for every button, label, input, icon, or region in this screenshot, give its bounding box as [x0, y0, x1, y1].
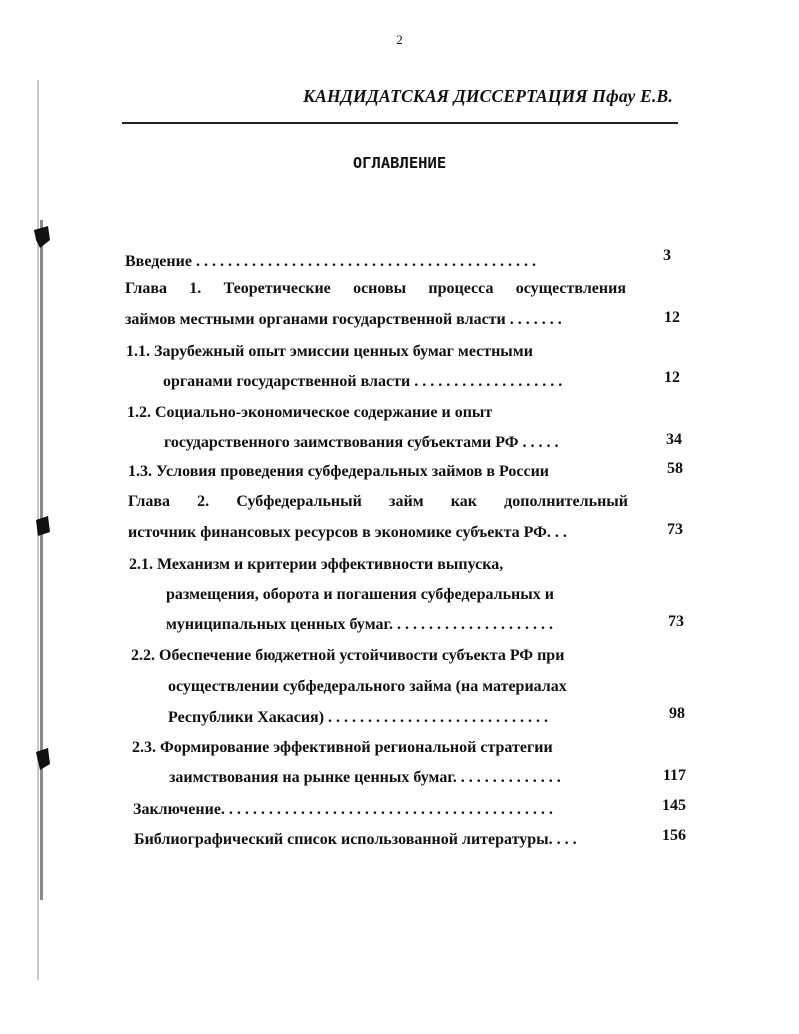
page-number: 2	[396, 32, 403, 47]
toc-entry-text: 2.3. Формирование эффективной региональной стратегии	[132, 739, 553, 756]
toc-entry-text: 1.1. Зарубежный опыт эмиссии ценных бумаг местными	[126, 343, 533, 360]
toc-entry-page: 73	[667, 521, 683, 538]
toc-entry-page: 12	[664, 309, 680, 326]
toc-entry-text: Библиографический список использованной литературы. . . .	[134, 831, 577, 848]
toc-entry-page: 117	[662, 767, 686, 784]
toc-entry-page: 98	[669, 705, 685, 722]
scan-edge-artifact	[28, 80, 50, 980]
toc-entry-page: 34	[666, 431, 682, 448]
toc-entry-text: 2.2. Обеспечение бюджетной устойчивости субъекта РФ при	[131, 647, 565, 664]
toc-entry-text: Республики Хакасия) . . . . . . . . . . . . . . . . . . . . . . . . . . . .	[168, 709, 549, 726]
toc-entry-page: 12	[664, 369, 680, 386]
toc-entry-text: Введение . . . . . . . . . . . . . . . . . . . . . . . . . . . . . . . . . . . . . . . . . . .	[125, 253, 536, 270]
toc-entry-text: заимствования на рынке ценных бумаг. . . . . . . . . . . . . .	[169, 769, 561, 786]
toc-entry-text: органами государственной власти . . . . . . . . . . . . . . . . . . .	[163, 373, 563, 390]
toc-entry-text: Заключение. . . . . . . . . . . . . . . . . . . . . . . . . . . . . . . . . . . . . . . . . .	[133, 801, 553, 818]
toc-entry-text: источник финансовых ресурсов в экономике субъекта РФ. . .	[128, 524, 567, 541]
toc-title: ОГЛАВЛЕНИЕ	[352, 154, 447, 172]
toc-entry-text: размещения, оборота и погашения субфедеральных и	[166, 586, 554, 603]
toc-entry-text: осуществлении субфедерального займа (на материалах	[168, 678, 567, 695]
toc-entry-text: 1.2. Социально-экономическое содержание и опыт	[127, 404, 493, 421]
toc-entry-page: 145	[662, 797, 686, 814]
toc-entry-text: Глава 2. Субфедеральный займ как дополнительный	[128, 493, 628, 510]
toc-entry-text: займов местными органами государственной власти . . . . . . .	[125, 311, 562, 328]
toc-entry-text: муниципальных ценных бумаг. . . . . . . . . . . . . . . . . . . . .	[166, 616, 553, 633]
toc-entry-page: 156	[662, 827, 686, 844]
toc-entry-text: государственного заимствования субъектами РФ . . . . .	[164, 434, 559, 451]
toc-entry-text: 1.3. Условия проведения субфедеральных займов в России	[128, 463, 550, 480]
toc-entry-page: 58	[667, 460, 683, 477]
running-header: КАНДИДАТСКАЯ ДИССЕРТАЦИЯ Пфау Е.В.	[303, 86, 673, 106]
header-rule	[122, 122, 678, 124]
toc-entry-text: 2.1. Механизм и критерии эффективности выпуска,	[129, 556, 504, 573]
toc-entry-page: 73	[668, 613, 684, 630]
toc-entry-page: 3	[663, 247, 671, 264]
toc-entry-text: Глава 1. Теоретические основы процесса осуществления	[125, 280, 626, 297]
